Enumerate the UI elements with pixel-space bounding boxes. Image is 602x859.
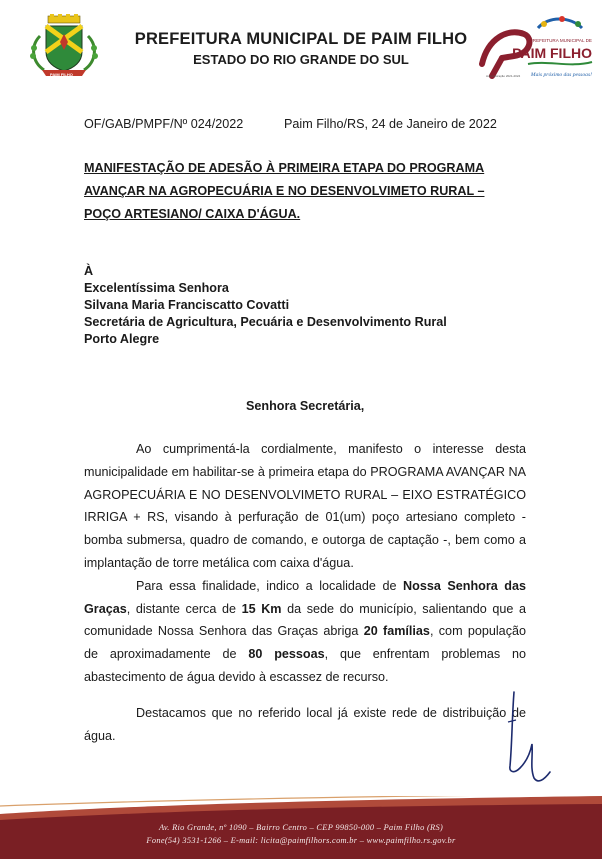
document-number: OF/GAB/PMPF/Nº 024/2022 [84, 117, 244, 131]
subject-heading: MANIFESTAÇÃO DE ADESÃO À PRIMEIRA ETAPA DO PROGRAMA AVANÇAR NA AGROPECUÁRIA E NO DESENVOLVIMETO RURAL – POÇO ARTESIANO/ CAIXA D'ÁGUA. [84, 161, 485, 221]
handwritten-signature-icon [500, 688, 560, 798]
body-paragraph-2 [84, 575, 526, 689]
p2-text-4: , com população de aproximadamente de [84, 624, 526, 662]
recipient-to: À [84, 264, 94, 278]
crest-banner-text: PAIM FILHO [50, 72, 73, 77]
logo-name: PAIM FILHO [512, 45, 592, 61]
municipality-name: PREFEITURA MUNICIPAL DE PAIM FILHO [134, 30, 468, 48]
p2-text-2: , distante cerca de [126, 601, 242, 616]
p2-text-3: da sede do município, salientando que a comunidade Nossa Senhora das Graças abriga [84, 601, 526, 639]
recipient-title: Excelentíssima Senhora [84, 281, 229, 295]
body-paragraph-1: Ao cumprimentá-la cordialmente, manifesto o interesse desta municipalidade em habilitar-se à primeira etapa do PROGRAMA AVANÇAR NA AGROPECUÁRIA E NO DESENVOLVIMETO RURAL – EIXO ESTRATÉGICO IRRIGA + RS, visando à perfuração de 01(um) poço artesiano completo - bomba submersa, quadro de comando, e outorga de captação -, bem como a implantação de torre metálica com caixa d'água. [84, 442, 526, 570]
distance-value: 15 Km [241, 601, 282, 616]
recipient-block [84, 263, 447, 348]
p2-text-5: , que enfrentam problemas no abastecimento de água devido à escassez de recurso. [84, 647, 526, 684]
logo-term: Administração 2021-2024 [486, 74, 521, 78]
recipient-role: Secretária de Agricultura, Pecuária e Desenvolvimento Rural [84, 315, 447, 329]
footer-address: Av. Rio Grande, nº 1090 – Bairro Centro – CEP 99850-000 – Paim Filho (RS) [158, 823, 444, 832]
logo-slogan: Mais próximo das pessoas! [530, 72, 592, 78]
footer-contact: Fone(54) 3531-1266 – E-mail: licita@paimfilhors.com.br – www.paimfilho.rs.gov.br [146, 836, 456, 845]
letterhead-title [118, 30, 484, 67]
population-count: 80 pessoas [248, 647, 325, 662]
families-count: 20 famílias [363, 624, 430, 639]
paim-filho-logo-icon [478, 14, 596, 82]
document-date: Paim Filho/RS, 24 de Janeiro de 2022 [284, 117, 497, 131]
locality-name: Nossa Senhora das Graças [84, 578, 526, 616]
logo-small-text: PREFEITURA MUNICIPAL DE [529, 38, 592, 43]
state-name: ESTADO DO RIO GRANDE DO SUL [193, 52, 409, 67]
p2-text-1: Para essa finalidade, indico a localidade de [136, 578, 404, 593]
letter-body [84, 438, 526, 747]
body-paragraph-3: Destacamos que no referido local já existe rede de distribuição de água. [84, 705, 526, 743]
salutation: Senhora Secretária, [246, 399, 365, 413]
recipient-city: Porto Alegre [84, 332, 160, 346]
recipient-name: Silvana Maria Franciscatto Covatti [84, 298, 290, 312]
municipal-crest-icon [20, 14, 108, 78]
